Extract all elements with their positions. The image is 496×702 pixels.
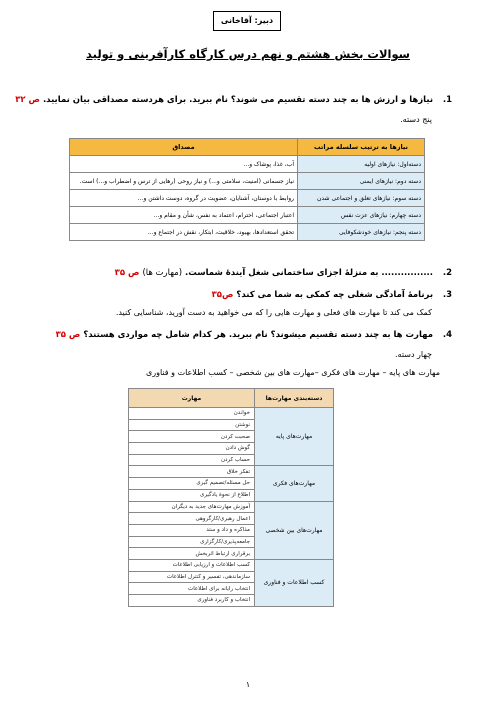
table-header: نیازها به ترتیب سلسله مراتب [298,139,425,156]
skill-cell: مذاکره و داد و ستد [129,524,255,536]
question-4 [32,330,452,340]
page-reference: ص۳۵ [211,290,234,300]
question-text: مهارت ها به چند دسته تقسیم میشوند؟ نام ببرید. هر کدام شامل چه مواردی هستند؟ [83,330,434,340]
skill-cell: خواندن [129,408,255,420]
needs-table [69,138,425,241]
table-header: دسته‌بندی مهارت‌ها [255,389,334,408]
question-number: 2. [442,268,452,278]
table-row [129,501,334,513]
table-row [70,173,425,190]
skill-cell: تفکر خلاق [129,466,255,478]
skill-cell: حل مسئله/تصمیم گیری [129,478,255,490]
category-cell: کسب اطلاعات و فناوری [255,559,334,606]
table-cell: روابط با دوستان، آشنایان، عضویت در گروه، دوست داشتن و... [70,190,298,207]
question-text: نیازها و ارزش ها به چند دسته تقسیم می شوند؟ نام ببرید. برای هردسته مصداقی بیان نمایید. [42,95,434,105]
table-header: مهارت [129,389,255,408]
skill-cell: انتخاب و کاربرد فناوری [129,595,255,607]
table-row [70,224,425,241]
question-1 [15,95,452,105]
table-cell: تحقق استعدادها، بهبود، خلاقیت، ابتکار، نقش در اجتماع و... [70,224,298,241]
category-cell: مهارت‌های بین شخصی [255,501,334,559]
teacher-label: دبیر: آقاخانی [213,11,281,31]
category-cell: مهارت‌های پایه [255,408,334,466]
table-cell: دسته چهارم: نیازهای عزت نفس [298,207,425,224]
skill-cell: اعمال رهبری/کارگروهی [129,513,255,525]
question-number: 1. [442,95,452,105]
table-row [70,207,425,224]
table-cell: دسته دوم: نیازهای ایمنی [298,173,425,190]
answer-4: چهار دسته. [395,350,432,359]
table-row [129,559,334,571]
skill-cell: برقراری ارتباط اثربخش [129,548,255,560]
skill-cell: حساب کردن [129,454,255,466]
answer-2: (مهارت ها) [142,268,183,278]
table-header: مصداق [70,139,298,156]
table-row [129,466,334,478]
answer-3: کمک می کند تا مهارت های فعلی و مهارت هایی را که می خواهید به دست آورید، شناسایی کنید. [115,308,432,317]
skill-cell: جامعه‌پذیری/کارگزاری [129,536,255,548]
skill-categories-line: مهارت های پایه – مهارت های فکری –مهارت های بین شخصی – کسب اطلاعات و فناوری [145,368,440,377]
category-cell: مهارت‌های فکری [255,466,334,501]
page-number: ۱ [245,680,251,689]
table-row [129,408,334,420]
page-reference: ص ۳۲ [15,95,40,105]
skills-table [128,388,334,607]
skill-cell: اطلاع از نحوهٔ یادگیری [129,489,255,501]
skill-cell: کسب اطلاعات و ارزیابی اطلاعات [129,559,255,571]
table-row [70,190,425,207]
question-2 [32,268,452,278]
table-cell: نیاز جسمانی (امنیت، سلامتی و...) و نیاز روحی (رهایی از ترس و اضطراب و...) است. [70,173,298,190]
table-cell: اعتبار اجتماعی، احترام، اعتماد به نفس، شأن و مقام و... [70,207,298,224]
skill-cell: صحبت کردن [129,431,255,443]
question-number: 4. [442,330,452,340]
table-cell: آب، غذا، پوشاک و... [70,156,298,173]
skill-cell: نوشتن [129,419,255,431]
page-reference: ص ۳۵ [114,268,140,278]
question-3 [32,290,452,300]
page-title: سوالات بخش هشتم و نهم درس کارگاه کارآفرینی و تولید [86,47,410,61]
table-row [70,156,425,173]
skill-cell: گوش دادن [129,443,255,455]
skill-cell: سازماندهی، تفسیر و کنترل اطلاعات [129,571,255,583]
question-text: برنامهٔ آمادگی شغلی چه کمکی به شما می کند؟ [236,290,434,300]
page-reference: ص ۳۵ [55,330,81,340]
table-cell: دسته سوم: نیازهای تعلق و اجتماعی شدن [298,190,425,207]
question-number: 3. [442,290,452,300]
skill-cell: آموزش مهارت‌های جدید به دیگران [129,501,255,513]
answer-1: پنج دسته. [400,115,432,124]
question-text: ................ به منزلهٔ اجزای ساختمانی شغل آیندهٔ شماست. [184,268,434,278]
table-cell: دسته پنجم: نیازهای خودشکوفایی [298,224,425,241]
table-cell: دسته‌اول: نیازهای اولیه [298,156,425,173]
skill-cell: انتخاب رایانه برای اطلاعات [129,583,255,595]
